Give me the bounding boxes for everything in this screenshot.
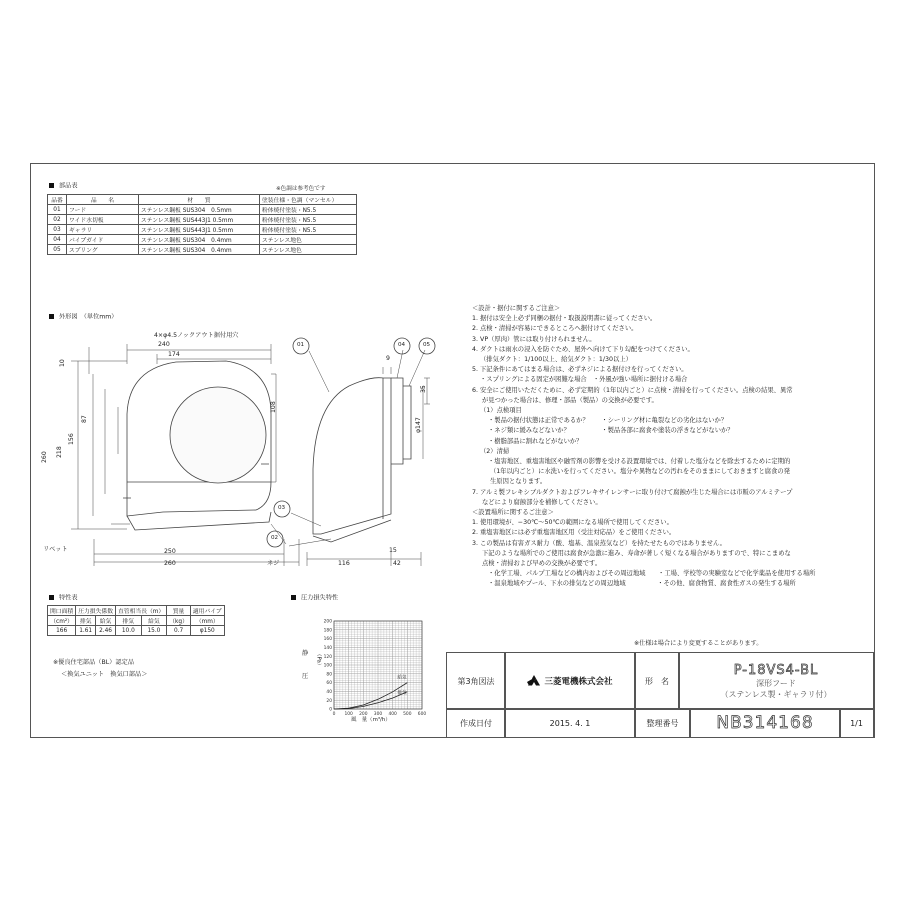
rivet-label: リベット <box>43 546 68 553</box>
outline-drawing <box>31 164 461 594</box>
note-line: 2. 重塩害地区には必ず重塩害地区用（受注対応品）をご使用ください。 <box>472 529 676 537</box>
note-line: などにより腐蝕部分を補修してください。 <box>482 498 602 506</box>
note-line: 1. 使用環境が、−30℃〜50℃の範囲になる場所で使用してください。 <box>472 519 673 527</box>
char-sub: （cm²） <box>48 616 76 626</box>
date-value: 2015. 4. 1 <box>504 708 636 738</box>
note-line: 2. 点検・清掃が容易にできるところへ据付けてください。 <box>472 325 638 333</box>
parts-title: 部品表 <box>49 183 78 190</box>
dim-116: 116 <box>338 560 350 567</box>
char-sub: 排気 <box>76 616 96 626</box>
char-value: 1.61 <box>76 626 96 636</box>
knockout-note: 4×φ4.5ノックアウト据付用穴 <box>154 332 239 339</box>
note-line: （1年以内ごと）に水洗いを行ってください。塩分や異物などの汚れをそのままにしておきますと腐食の発 <box>490 468 790 476</box>
drawing-sheet <box>30 163 875 738</box>
chart-ylabel-1: 静 <box>302 650 309 657</box>
part-finish: 粉体焼付塗装・N5.5 <box>260 205 357 215</box>
x-tick-label: 100 <box>344 712 353 717</box>
pressure-chart-title: 圧力損失特性 <box>291 595 338 602</box>
note-line: が見つかった場合は、修理・部品（製品）の交換が必要です。 <box>482 396 658 404</box>
dim-260v: 260 <box>40 451 48 464</box>
dim-10: 10 <box>58 359 66 368</box>
outline-title: 外形図 （単位mm） <box>49 314 117 321</box>
part-no: 03 <box>48 225 67 235</box>
drip-plate-side <box>313 520 391 542</box>
outline-unit: （単位mm） <box>83 313 118 321</box>
char-sub: 給気 <box>141 616 167 626</box>
part-finish: ステンレス地色 <box>260 245 357 255</box>
pipe-opening-circle <box>170 387 266 483</box>
date-label: 作成日付 <box>446 708 506 738</box>
char-value: 15.0 <box>141 626 167 636</box>
part-name: フード <box>67 205 139 215</box>
dim-9: 9 <box>386 355 390 362</box>
y-tick-label: 140 <box>323 646 332 651</box>
page-number: 1/1 <box>839 708 874 738</box>
note-line: 3. VP（厚肉）管には取り付けられません。 <box>472 335 596 343</box>
char-value: 0.7 <box>167 626 191 636</box>
dim-218: 218 <box>55 446 63 459</box>
x-tick-label: 400 <box>388 712 397 717</box>
dim-156: 156 <box>67 433 75 446</box>
note-line: ・ネジ類に緩みなどないか？ ・製品各部に腐食や塗装の浮きなどがないか？ <box>488 427 734 435</box>
bullet-square-icon <box>49 595 54 600</box>
char-h-loss: 圧力損失係数 <box>76 606 116 616</box>
note-line: （排気ダクト：1/100以上、給気ダクト：1/30以上） <box>480 356 632 363</box>
note-line: （2）清掃 <box>480 447 510 455</box>
note-line: ＜設置場所に関するご注意＞ <box>472 509 554 516</box>
chart-ylabel-2: 圧 <box>302 673 309 680</box>
dim-260h: 260 <box>164 560 176 567</box>
char-value: 166 <box>48 626 76 636</box>
char-sub: （mm） <box>190 616 224 626</box>
note-line: （1）点検項目 <box>480 407 522 414</box>
part-name: ギャラリ <box>67 225 139 235</box>
part-no: 01 <box>48 205 67 215</box>
bl-note: ※優良住宅部品（BL）認定品 <box>53 659 134 666</box>
char-h-mass: 質量 <box>167 606 191 616</box>
note-line: ・製品の据付状態は正常であるか？ ・シーリング材に亀裂などの劣化はないか？ <box>488 417 728 425</box>
callout-03: 03 <box>278 505 286 511</box>
note-line: ・化学工場、パルプ工場などの構内およびその周辺地域 ・工場、学校等の実験室などで化学薬品を使用する場所 <box>488 570 816 578</box>
parts-header-material: 材 質 <box>139 195 260 205</box>
y-tick-label: 160 <box>323 637 332 643</box>
characteristics-table <box>47 605 225 636</box>
char-h-area: 開口面積 <box>48 606 76 616</box>
hood-side-outline <box>313 378 391 534</box>
char-value: φ150 <box>190 626 224 636</box>
char-value: 2.46 <box>96 626 116 636</box>
company-cell <box>504 652 636 710</box>
part-name: スプリング <box>67 245 139 255</box>
callout-04: 04 <box>398 342 406 348</box>
part-no: 04 <box>48 235 67 245</box>
drip-plate-front <box>127 512 271 530</box>
part-name: ワイド水切板 <box>67 215 139 225</box>
char-sub: （kg） <box>167 616 191 626</box>
model-number: P-18VS4-BL <box>733 662 819 678</box>
note-line: 3. この製品は有害ガス耐力（酸、塩基、温泉蒸気など）を持たせたものではありません。 <box>472 539 726 547</box>
y-tick-label: 0 <box>329 707 332 713</box>
pressure-loss-chart <box>316 619 431 719</box>
note-line: 7. アルミ製フレキシブルダクトおよびフレキサイレンサーに取り付けて腐蝕が生じた場合には市販のアルミテープ <box>472 488 793 496</box>
screw-label: ネジ <box>267 560 280 567</box>
part-no: 02 <box>48 215 67 225</box>
dim-174: 174 <box>168 351 180 358</box>
series-label: 給気 <box>397 675 407 681</box>
note-line: 生原因となります。 <box>490 478 547 486</box>
part-finish: 粉体焼付塗装・N5.5 <box>260 225 357 235</box>
note-line: ＜設計・据付に関するご注意＞ <box>472 305 561 312</box>
characteristics-title: 特性表 <box>49 595 78 602</box>
hood-side-flange <box>383 378 403 519</box>
chart-xlabel: 風 量（m³/h） <box>351 717 391 723</box>
series-label: 排気 <box>397 690 407 696</box>
char-header-row <box>48 606 225 616</box>
note-line: ・樹脂部品に割れなどがないか？ <box>488 437 583 445</box>
part-material: ステンレス鋼板 SUS304 0.4mm <box>139 235 260 245</box>
x-tick-label: 0 <box>332 712 336 717</box>
dim-108: 108 <box>269 401 277 414</box>
dim-87: 87 <box>80 415 88 424</box>
char-value: 10.0 <box>116 626 142 636</box>
projection-method: 第3角図法 <box>446 652 506 710</box>
y-tick-label: 20 <box>326 698 332 704</box>
char-subheader-row <box>48 616 225 626</box>
x-tick-label: 600 <box>417 712 427 717</box>
char-h-length: 直管相当長（m） <box>116 606 167 616</box>
y-tick-label: 60 <box>326 681 332 687</box>
callout-05: 05 <box>423 342 431 348</box>
dim-phi147: φ147 <box>414 417 422 434</box>
note-line: ・塩害地区、重塩害地区や融雪剤の影響を受ける設置環境では、付着した塩分などを除去するために定期的 <box>488 458 791 465</box>
note-line: ・スプリングによる固定が困難な場合 ・外風が強い場所に据付ける場合 <box>480 376 688 384</box>
x-tick-label: 300 <box>373 712 383 717</box>
bullet-square-icon <box>291 595 296 600</box>
drawing-number: NB314168 <box>716 713 814 733</box>
bl-category: ＜換気ユニット 換気口部品＞ <box>61 671 148 678</box>
char-sub: 給気 <box>96 616 116 626</box>
note-line: 下記のような場所でのご使用は腐食が急激に進み、寿命が著しく短くなる場合がありますので、特にこまめな <box>482 549 791 557</box>
model-desc-2: （ステンレス製・ギャラリ付） <box>720 689 832 699</box>
spec-change-note: ※仕様は場合により変更することがあります。 <box>634 640 763 647</box>
parts-header-finish: 塗装仕様・色調（マンセル） <box>260 195 357 205</box>
part-material: ステンレス鋼板 SUS304 0.4mm <box>139 245 260 255</box>
part-finish: ステンレス地色 <box>260 235 357 245</box>
parts-header-no: 品番 <box>48 195 67 205</box>
title-block <box>446 652 873 737</box>
dim-15: 15 <box>389 547 397 554</box>
dim-250: 250 <box>164 548 176 555</box>
note-line: 6. 安全にご使用いただくために、必ず定期的（1年以内ごと）に点検・清掃を行ってください。点検の結果、異常 <box>472 386 793 394</box>
note-line: 5. 下記条件にあてはまる場合は、必ずネジによる据付けを行ってください。 <box>472 366 688 374</box>
note-line: 点検・清掃および早めの交換が必要です。 <box>482 560 602 567</box>
y-tick-label: 180 <box>323 628 332 634</box>
part-finish: 粉体焼付塗装・N5.5 <box>260 215 357 225</box>
company-name: 三菱電機株式会社 <box>544 677 613 687</box>
number-label: 整理番号 <box>634 708 691 738</box>
dim-35: 35 <box>419 385 427 394</box>
y-tick-label: 100 <box>323 663 332 669</box>
y-tick-label: 120 <box>323 654 332 660</box>
dim-42: 42 <box>393 560 401 567</box>
x-tick-label: 500 <box>403 712 412 717</box>
dim-240: 240 <box>158 341 170 348</box>
color-note: ※色調は参考色です <box>276 186 326 192</box>
callout-02: 02 <box>271 535 279 541</box>
note-line: ・温泉地域やプール、下水の排気などの周辺地域 ・その他、腐食物質、腐食性ガスの発生する場所 <box>488 580 796 588</box>
part-material: ステンレス鋼板 SUS443J1 0.5mm <box>139 215 260 225</box>
note-line: 1. 据付は安全上必ず同梱の据付・取扱説明書に従ってください。 <box>472 315 657 323</box>
x-tick-label: 200 <box>359 712 368 717</box>
part-material: ステンレス鋼板 SUS304 0.5mm <box>139 205 260 215</box>
parts-header-name: 品 名 <box>67 195 139 205</box>
table-row <box>48 626 225 636</box>
chart-yunit: （Pa） <box>315 651 322 669</box>
y-tick-label: 80 <box>326 672 332 678</box>
part-no: 05 <box>48 245 67 255</box>
note-line: 4. ダクトは雨水の浸入を防ぐため、屋外へ向けて下り勾配をつけてください。 <box>472 345 694 353</box>
part-name: パイプガイド <box>67 235 139 245</box>
model-label: 形 名 <box>634 652 680 710</box>
y-tick-label: 40 <box>326 690 332 695</box>
char-h-pipe: 適用パイプ <box>190 606 224 616</box>
y-tick-label: 200 <box>323 619 332 625</box>
model-cell <box>678 652 874 710</box>
callout-01: 01 <box>297 342 305 348</box>
part-material: ステンレス鋼板 SUS443J1 0.5mm <box>139 225 260 235</box>
char-sub: 排気 <box>116 616 142 626</box>
number-cell <box>689 708 841 738</box>
model-desc-1: 深形フード <box>756 678 796 688</box>
mitsubishi-logo-icon <box>527 675 541 687</box>
